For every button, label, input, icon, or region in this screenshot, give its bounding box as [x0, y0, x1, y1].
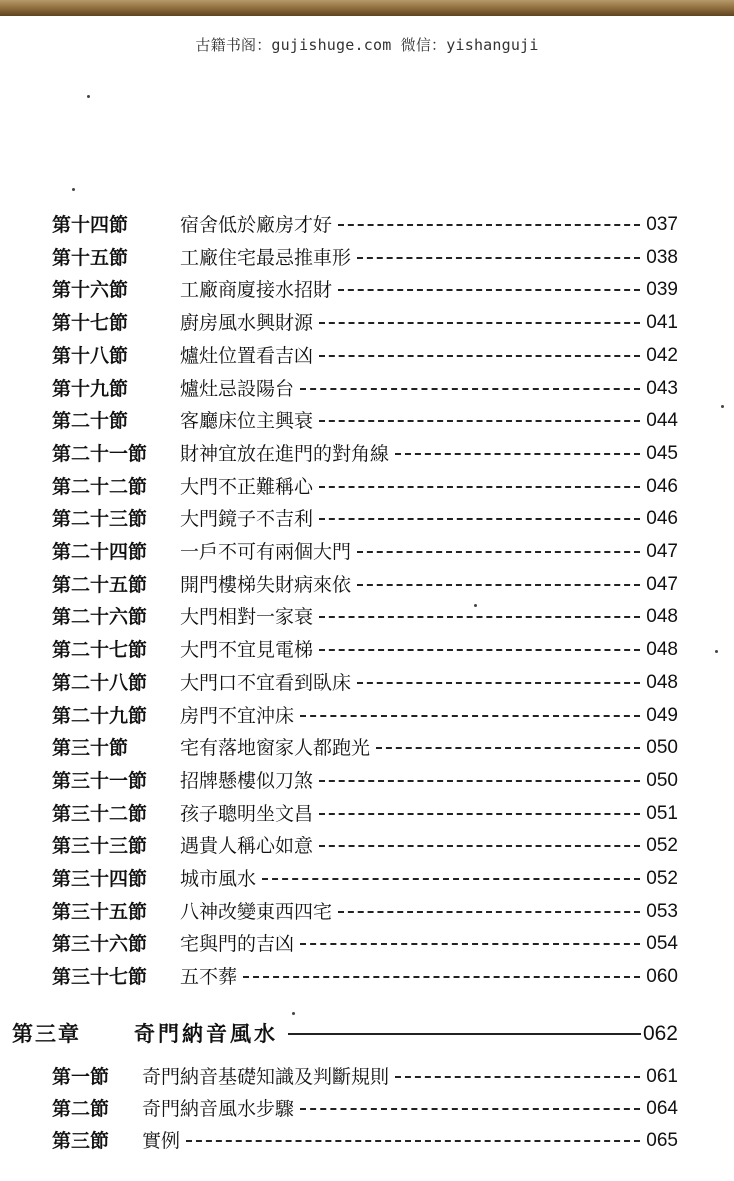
- entry-number: 第二十六節: [52, 606, 148, 628]
- entry-page: 041: [646, 312, 678, 333]
- dot-leader: [338, 289, 640, 291]
- toc-entry: [52, 211, 678, 239]
- dot-leader: [300, 388, 640, 390]
- entry-number: 第三十七節: [52, 966, 148, 988]
- entry-page: 038: [646, 247, 678, 268]
- dot-leader: [300, 1108, 640, 1110]
- entry-title: 宅與門的吉凶: [180, 933, 295, 955]
- dot-leader: [319, 649, 640, 651]
- toc-entry: [52, 800, 678, 828]
- toc-entry: [52, 702, 678, 730]
- watermark-text: 古籍书阁：gujishuge.com 微信：yishanguji: [195, 36, 539, 54]
- entry-page: 039: [646, 279, 678, 300]
- dot-leader: [319, 355, 640, 357]
- toc-entry: [52, 1127, 678, 1155]
- entry-number: 第三十五節: [52, 901, 148, 923]
- toc-entry: [52, 636, 678, 664]
- entry-number: 第三十一節: [52, 770, 148, 792]
- entry-number: 第三十節: [52, 737, 129, 759]
- entry-page: 037: [646, 214, 678, 235]
- entry-number: 第三十二節: [52, 803, 148, 825]
- entry-number: 第十五節: [52, 247, 129, 269]
- dot-leader: [288, 1033, 641, 1035]
- entry-number: 第二十九節: [52, 705, 148, 727]
- toc-entry: [52, 571, 678, 599]
- entry-number: 第三十四節: [52, 868, 148, 890]
- dot-leader: [319, 780, 640, 782]
- entry-title: 奇門納音風水: [134, 1021, 278, 1046]
- toc-entry: [52, 309, 678, 337]
- dot-leader: [300, 943, 640, 945]
- entry-page: 052: [646, 868, 678, 889]
- toc-entry: [52, 832, 678, 860]
- dot-leader: [376, 747, 640, 749]
- entry-page: 048: [646, 639, 678, 660]
- entry-page: 049: [646, 705, 678, 726]
- toc-entry: [52, 734, 678, 762]
- dot-leader: [357, 257, 640, 259]
- scan-speck: [87, 95, 90, 98]
- toc-entry: [52, 538, 678, 566]
- toc-entry: [52, 440, 678, 468]
- scan-speck: [715, 650, 718, 653]
- entry-number: 第三章: [12, 1021, 81, 1046]
- toc-entry: [52, 1095, 678, 1123]
- entry-title: 孩子聰明坐文昌: [180, 803, 314, 825]
- entry-number: 第三十六節: [52, 933, 148, 955]
- entry-number: 第一節: [52, 1066, 110, 1088]
- toc-entry: [52, 669, 678, 697]
- entry-number: 第二十八節: [52, 672, 148, 694]
- entry-title: 大門相對一家衰: [180, 606, 314, 628]
- entry-number: 第二十二節: [52, 476, 148, 498]
- dot-leader: [300, 715, 640, 717]
- entry-number: 第十四節: [52, 214, 129, 236]
- entry-page: 065: [646, 1130, 678, 1151]
- entry-title: 五不葬: [180, 966, 238, 988]
- dot-leader: [186, 1140, 640, 1142]
- toc-entry: [52, 244, 678, 272]
- entry-title: 城市風水: [180, 868, 257, 890]
- scan-speck: [72, 188, 75, 191]
- entry-number: 第十六節: [52, 279, 129, 301]
- entry-title: 大門不宜見電梯: [180, 639, 314, 661]
- entry-page: 052: [646, 835, 678, 856]
- dot-leader: [357, 584, 640, 586]
- toc-entry: [52, 473, 678, 501]
- entry-page: 050: [646, 770, 678, 791]
- entry-number: 第二十七節: [52, 639, 148, 661]
- entry-page: 047: [646, 574, 678, 595]
- scan-speck: [721, 405, 724, 408]
- entry-title: 開門樓梯失財病來依: [180, 574, 352, 596]
- entry-title: 遇貴人稱心如意: [180, 835, 314, 857]
- dot-leader: [395, 453, 640, 455]
- toc-entry: [52, 898, 678, 926]
- entry-page: 043: [646, 378, 678, 399]
- entry-title: 大門不正難稱心: [180, 476, 314, 498]
- entry-page: 048: [646, 672, 678, 693]
- entry-title: 工廠商廈接水招財: [180, 279, 333, 301]
- toc-entry: [52, 1063, 678, 1091]
- entry-number: 第十九節: [52, 378, 129, 400]
- entry-page: 060: [646, 966, 678, 987]
- toc-entry: [52, 930, 678, 958]
- entry-page: 054: [646, 933, 678, 954]
- entry-title: 大門鏡子不吉利: [180, 508, 314, 530]
- toc-entry: [52, 407, 678, 435]
- top-border-bar: [0, 0, 734, 16]
- entry-title: 財神宜放在進門的對角線: [180, 443, 390, 465]
- entry-page: 042: [646, 345, 678, 366]
- entry-page: 044: [646, 410, 678, 431]
- entry-title: 大門口不宜看到臥床: [180, 672, 352, 694]
- entry-page: 064: [646, 1098, 678, 1119]
- entry-number: 第二十一節: [52, 443, 148, 465]
- toc-entry: [52, 767, 678, 795]
- entry-title: 客廳床位主興衰: [180, 410, 314, 432]
- toc-entry: [52, 342, 678, 370]
- dot-leader: [262, 878, 640, 880]
- dot-leader: [243, 976, 640, 978]
- chapter-row: [12, 1020, 678, 1048]
- dot-leader: [319, 322, 640, 324]
- entry-title: 八神改變東西四宅: [180, 901, 333, 923]
- entry-page: 053: [646, 901, 678, 922]
- dot-leader: [357, 551, 640, 553]
- entry-title: 爐灶位置看吉凶: [180, 345, 314, 367]
- entry-title: 廚房風水興財源: [180, 312, 314, 334]
- entry-number: 第三節: [52, 1130, 110, 1152]
- entry-page: 061: [646, 1066, 678, 1087]
- entry-title: 工廠住宅最忌推車形: [180, 247, 352, 269]
- dot-leader: [319, 845, 640, 847]
- entry-page: 046: [646, 508, 678, 529]
- entry-number: 第二十三節: [52, 508, 148, 530]
- dot-leader: [319, 616, 640, 618]
- entry-page: 048: [646, 606, 678, 627]
- scan-speck: [474, 604, 477, 607]
- entry-title: 一戶不可有兩個大門: [180, 541, 352, 563]
- toc-entry: [52, 375, 678, 403]
- entry-title: 奇門納音風水步驟: [142, 1098, 295, 1120]
- entry-title: 實例: [142, 1130, 181, 1152]
- entry-number: 第二十節: [52, 410, 129, 432]
- entry-number: 第二節: [52, 1098, 110, 1120]
- dot-leader: [319, 420, 640, 422]
- entry-page: 045: [646, 443, 678, 464]
- entry-page: 062: [642, 1022, 678, 1045]
- entry-page: 046: [646, 476, 678, 497]
- toc-entry: [52, 276, 678, 304]
- dot-leader: [338, 224, 640, 226]
- entry-page: 047: [646, 541, 678, 562]
- entry-title: 房門不宜沖床: [180, 705, 295, 727]
- entry-title: 招牌懸樓似刀煞: [180, 770, 314, 792]
- entry-page: 051: [646, 803, 678, 824]
- dot-leader: [395, 1076, 640, 1078]
- entry-title: 宿舍低於廠房才好: [180, 214, 333, 236]
- entry-number: 第二十四節: [52, 541, 148, 563]
- entry-title: 奇門納音基礎知識及判斷規則: [142, 1066, 390, 1088]
- dot-leader: [357, 682, 640, 684]
- entry-number: 第十八節: [52, 345, 129, 367]
- dot-leader: [319, 813, 640, 815]
- scan-speck: [292, 1012, 295, 1015]
- dot-leader: [338, 911, 640, 913]
- toc-entry: [52, 865, 678, 893]
- entry-title: 宅有落地窗家人都跑光: [180, 737, 371, 759]
- toc-entry: [52, 963, 678, 991]
- toc-entry: [52, 603, 678, 631]
- entry-page: 050: [646, 737, 678, 758]
- dot-leader: [319, 518, 640, 520]
- entry-number: 第三十三節: [52, 835, 148, 857]
- dot-leader: [319, 486, 640, 488]
- toc-entry: [52, 505, 678, 533]
- entry-number: 第二十五節: [52, 574, 148, 596]
- entry-title: 爐灶忌設陽台: [180, 378, 295, 400]
- entry-number: 第十七節: [52, 312, 129, 334]
